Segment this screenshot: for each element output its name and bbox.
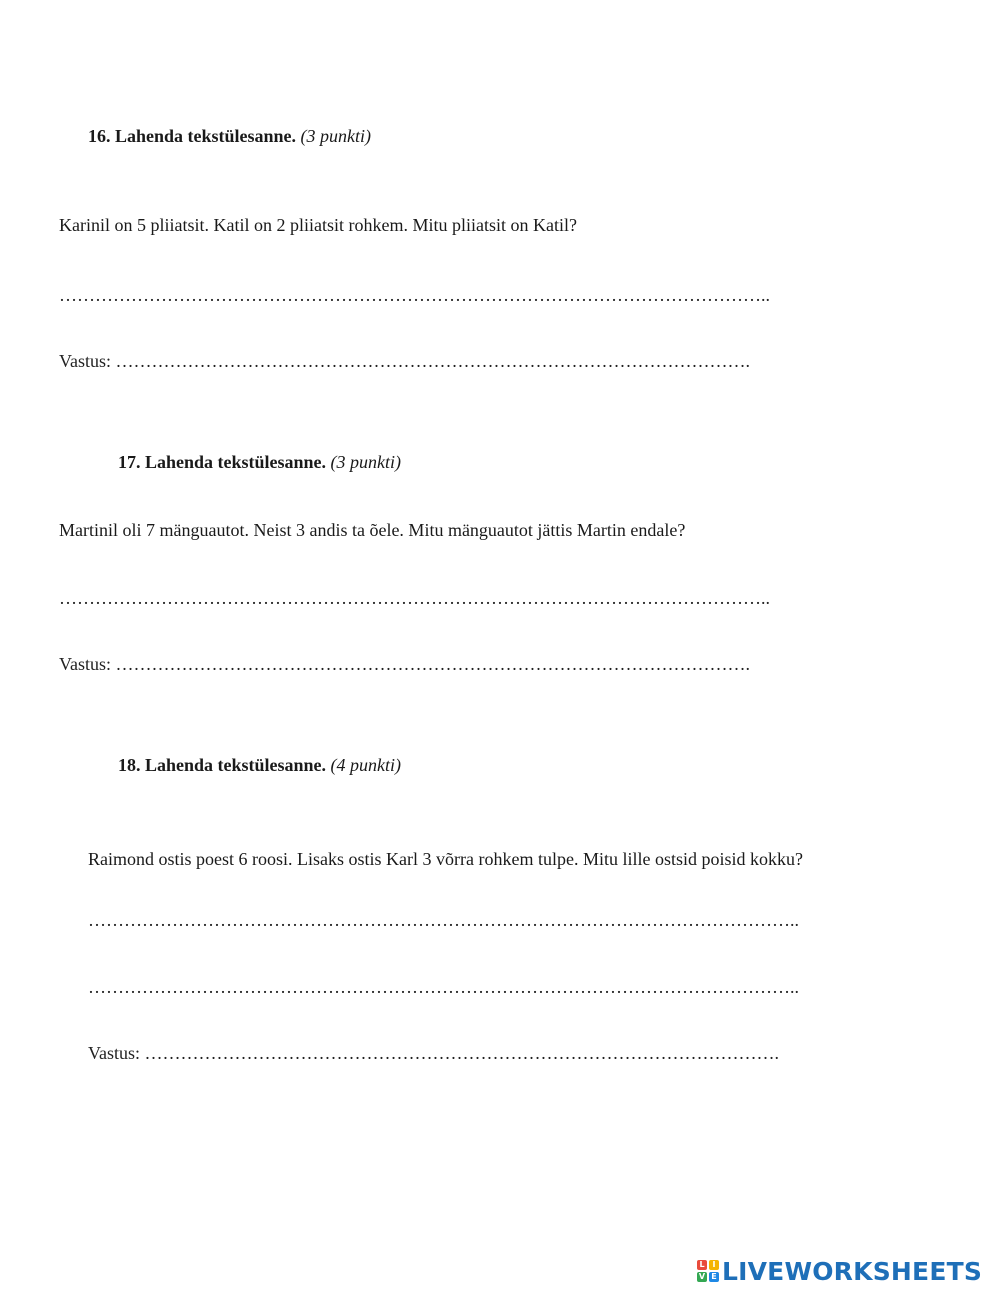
task-16-points: (3 punkti) [300,126,372,146]
logo-text: LIVEWORKSHEETS [722,1256,983,1286]
logo-mark-l: L [697,1260,707,1270]
task-16-heading [88,125,371,147]
task-17-title: 17. Lahenda tekstülesanne. [118,452,327,472]
task-18-heading [118,754,401,776]
task-18-answer-label[interactable]: Vastus: ……………………………………………………………………………………………. [88,1043,780,1063]
logo-mark-v: V [698,1272,706,1281]
task-18-answer-line-1[interactable]: ……………………………………………………………………………………………………….. [88,910,799,930]
task-18-answer-line-2[interactable]: ……………………………………………………………………………………………………….. [88,977,799,997]
task-17-heading [118,451,401,473]
task-16-title: 16. Lahenda tekstülesanne. [88,126,297,146]
task-16-answer-label[interactable]: Vastus: ……………………………………………………………………………………………. [59,351,751,371]
task-18-question: Raimond ostis poest 6 roosi. Lisaks ostis Karl 3 võrra rohkem tulpe. Mitu lille ostsid poisid kokku? [88,849,803,869]
logo-mark-e: E [709,1272,719,1282]
logo-mark-i: I [709,1260,719,1270]
task-17-answer-label[interactable]: Vastus: ……………………………………………………………………………………………. [59,654,751,674]
task-17-question: Martinil oli 7 mänguautot. Neist 3 andis ta õele. Mitu mänguautot jättis Martin endale? [59,520,686,540]
task-18-title: 18. Lahenda tekstülesanne. [118,755,327,775]
logo-mark-icon [697,1260,719,1282]
liveworksheets-logo [697,1256,982,1286]
task-17-answer-line[interactable]: ……………………………………………………………………………………………………….. [59,588,770,608]
task-17-points: (3 punkti) [330,452,402,472]
task-18-points: (4 punkti) [330,755,402,775]
task-16-question: Karinil on 5 pliiatsit. Katil on 2 pliiatsit rohkem. Mitu pliiatsit on Katil? [59,215,577,235]
task-16-answer-line[interactable]: ……………………………………………………………………………………………………….. [59,285,770,305]
